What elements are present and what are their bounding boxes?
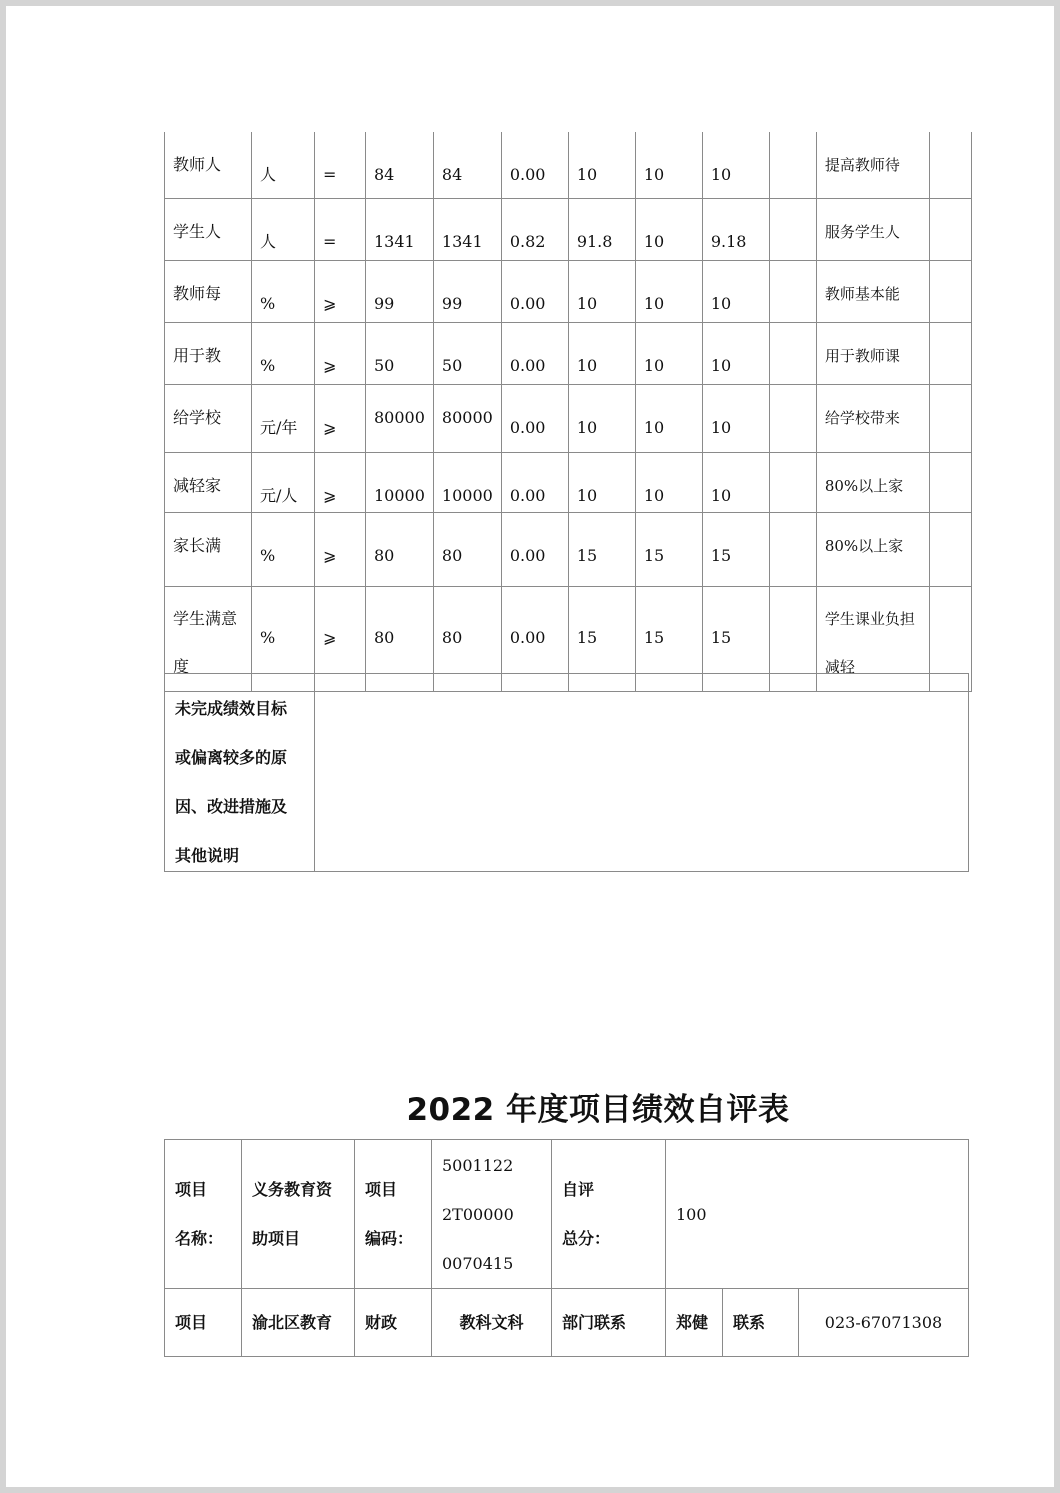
indicator-score-a: 10	[635, 132, 702, 198]
indicator-blank-cell	[769, 198, 816, 260]
indicator-target: 99	[366, 260, 434, 322]
indicator-target: 84	[366, 132, 434, 198]
indicator-note: 给学校带来	[816, 384, 929, 452]
indicator-score-b: 9.18	[702, 198, 769, 260]
indicator-blank-cell	[769, 132, 816, 198]
row2-cell: 项目	[165, 1289, 242, 1357]
self-score-label	[552, 1140, 666, 1289]
indicator-note: 80%以上家	[816, 452, 929, 512]
indicator-target: 10000	[366, 452, 434, 512]
indicator-blank-cell	[769, 322, 816, 384]
row2-cell: 财政	[355, 1289, 432, 1357]
indicator-weight: 15	[568, 512, 635, 586]
indicator-row	[165, 198, 972, 260]
indicator-blank-cell	[929, 512, 971, 586]
indicator-op: ⩾	[315, 452, 366, 512]
row2-cell: 联系	[723, 1289, 799, 1357]
indicator-blank-cell	[929, 260, 971, 322]
form-title: 2022 年度项目绩效自评表	[406, 1092, 790, 1128]
project-name-value	[242, 1140, 355, 1289]
indicator-deviation: 0.00	[501, 384, 568, 452]
indicator-actual: 84	[433, 132, 501, 198]
explanation-label-line: 其他说明	[175, 846, 240, 865]
explanation-label-line: 未完成绩效目标	[175, 699, 288, 718]
explanation-section	[164, 673, 969, 872]
explanation-label-line: 或偏离较多的原	[175, 748, 288, 767]
indicator-actual: 80	[433, 586, 501, 691]
indicator-target: 50	[366, 322, 434, 384]
indicator-blank-cell	[929, 132, 971, 198]
indicator-name: 家长满	[165, 512, 252, 586]
explanation-content	[316, 674, 968, 871]
indicator-score-b: 10	[702, 452, 769, 512]
indicator-deviation: 0.00	[501, 322, 568, 384]
indicator-unit: %	[252, 260, 315, 322]
indicator-target: 1341	[366, 198, 434, 260]
indicator-actual: 50	[433, 322, 501, 384]
indicator-actual: 1341	[433, 198, 501, 260]
project-name-label	[165, 1140, 242, 1289]
indicator-row	[165, 384, 972, 452]
self-score-label-line: 自评	[562, 1180, 595, 1199]
indicator-name: 学生人	[165, 198, 252, 260]
project-code-label	[355, 1140, 432, 1289]
explanation-label	[165, 674, 315, 871]
indicator-row	[165, 452, 972, 512]
indicator-blank-cell	[929, 322, 971, 384]
indicator-note: 80%以上家	[816, 512, 929, 586]
indicator-name: 学生满意度	[165, 586, 252, 691]
indicator-score-a: 10	[635, 384, 702, 452]
indicator-blank-cell	[929, 452, 971, 512]
project-code-value-line: 5001122	[442, 1155, 514, 1175]
indicator-actual: 10000	[433, 452, 501, 512]
indicator-op: ⩾	[315, 512, 366, 586]
contact-name: 郑健	[666, 1289, 723, 1357]
indicator-blank-cell	[929, 198, 971, 260]
indicator-actual: 99	[433, 260, 501, 322]
indicator-weight: 10	[568, 384, 635, 452]
explanation-label-line: 因、改进措施及	[175, 797, 288, 816]
indicator-note: 用于教师课	[816, 322, 929, 384]
indicator-weight: 10	[568, 260, 635, 322]
indicator-note: 提高教师待	[816, 132, 929, 198]
indicator-row	[165, 132, 972, 198]
indicator-deviation: 0.00	[501, 512, 568, 586]
indicator-score-a: 10	[635, 452, 702, 512]
contact-phone: 023-67071308	[799, 1289, 969, 1357]
indicator-row	[165, 260, 972, 322]
indicator-score-b: 15	[702, 512, 769, 586]
indicator-weight: 91.8	[568, 198, 635, 260]
project-code-label-line: 编码：	[365, 1229, 414, 1248]
project-name-value-line: 助项目	[252, 1229, 301, 1248]
indicator-name: 用于教	[165, 322, 252, 384]
indicator-score-a: 10	[635, 198, 702, 260]
indicator-deviation: 0.82	[501, 198, 568, 260]
indicator-blank-cell	[769, 384, 816, 452]
indicator-deviation: 0.00	[501, 260, 568, 322]
indicator-score-a: 10	[635, 260, 702, 322]
indicator-score-a: 15	[635, 512, 702, 586]
indicator-weight: 10	[568, 132, 635, 198]
indicator-blank-cell	[769, 260, 816, 322]
indicator-deviation: 0.00	[501, 586, 568, 691]
indicator-unit: 元/年	[252, 384, 315, 452]
indicator-unit: %	[252, 322, 315, 384]
indicator-target: 80	[366, 586, 434, 691]
indicator-op: ⩾	[315, 384, 366, 452]
indicator-op: ⩾	[315, 586, 366, 691]
project-code-value	[432, 1140, 552, 1289]
indicator-score-b: 10	[702, 322, 769, 384]
indicator-score-b: 15	[702, 586, 769, 691]
indicator-op: =	[315, 198, 366, 260]
indicator-name: 教师人	[165, 132, 252, 198]
indicator-name: 教师每	[165, 260, 252, 322]
indicator-note: 教师基本能	[816, 260, 929, 322]
indicator-blank-cell	[769, 512, 816, 586]
project-code-value-line: 0070415	[442, 1253, 514, 1273]
project-name-label-line: 名称：	[175, 1229, 224, 1248]
indicator-blank-cell	[929, 384, 971, 452]
self-score-label-line: 总分：	[562, 1229, 611, 1248]
indicator-weight: 10	[568, 322, 635, 384]
indicator-note: 学生课业负担减轻	[816, 586, 929, 691]
indicator-unit: 元/人	[252, 452, 315, 512]
indicator-score-a: 10	[635, 322, 702, 384]
indicator-row	[165, 322, 972, 384]
indicator-score-a: 15	[635, 586, 702, 691]
indicator-actual: 80	[433, 512, 501, 586]
indicator-name: 减轻家	[165, 452, 252, 512]
performance-indicator-rows	[165, 132, 972, 691]
indicator-op: ⩾	[315, 260, 366, 322]
indicator-op: =	[315, 132, 366, 198]
row2-cell: 教科文科	[432, 1289, 552, 1357]
indicator-blank-cell	[769, 452, 816, 512]
project-code-label-line: 项目	[365, 1180, 398, 1199]
indicator-row	[165, 512, 972, 586]
performance-indicator-table	[164, 132, 972, 692]
row2-cell: 部门联系	[552, 1289, 666, 1357]
indicator-score-b: 10	[702, 260, 769, 322]
indicator-deviation: 0.00	[501, 452, 568, 512]
indicator-name: 给学校	[165, 384, 252, 452]
indicator-target: 80	[366, 512, 434, 586]
self-score-value: 100	[666, 1140, 969, 1289]
indicator-unit: 人	[252, 198, 315, 260]
project-code-value-line: 2T00000	[442, 1204, 514, 1224]
indicator-score-b: 10	[702, 384, 769, 452]
indicator-actual: 80000	[433, 384, 501, 452]
indicator-target: 80000	[366, 384, 434, 452]
indicator-weight: 15	[568, 586, 635, 691]
row2-cell: 渝北区教育	[242, 1289, 355, 1357]
indicator-score-b: 10	[702, 132, 769, 198]
indicator-op: ⩾	[315, 322, 366, 384]
indicator-deviation: 0.00	[501, 132, 568, 198]
project-name-value-line: 义务教育资	[252, 1180, 333, 1199]
indicator-unit: %	[252, 512, 315, 586]
indicator-unit: 人	[252, 132, 315, 198]
indicator-weight: 10	[568, 452, 635, 512]
indicator-unit: %	[252, 586, 315, 691]
indicator-note: 服务学生人	[816, 198, 929, 260]
project-info-table	[164, 1139, 969, 1357]
project-name-label-line: 项目	[175, 1180, 208, 1199]
